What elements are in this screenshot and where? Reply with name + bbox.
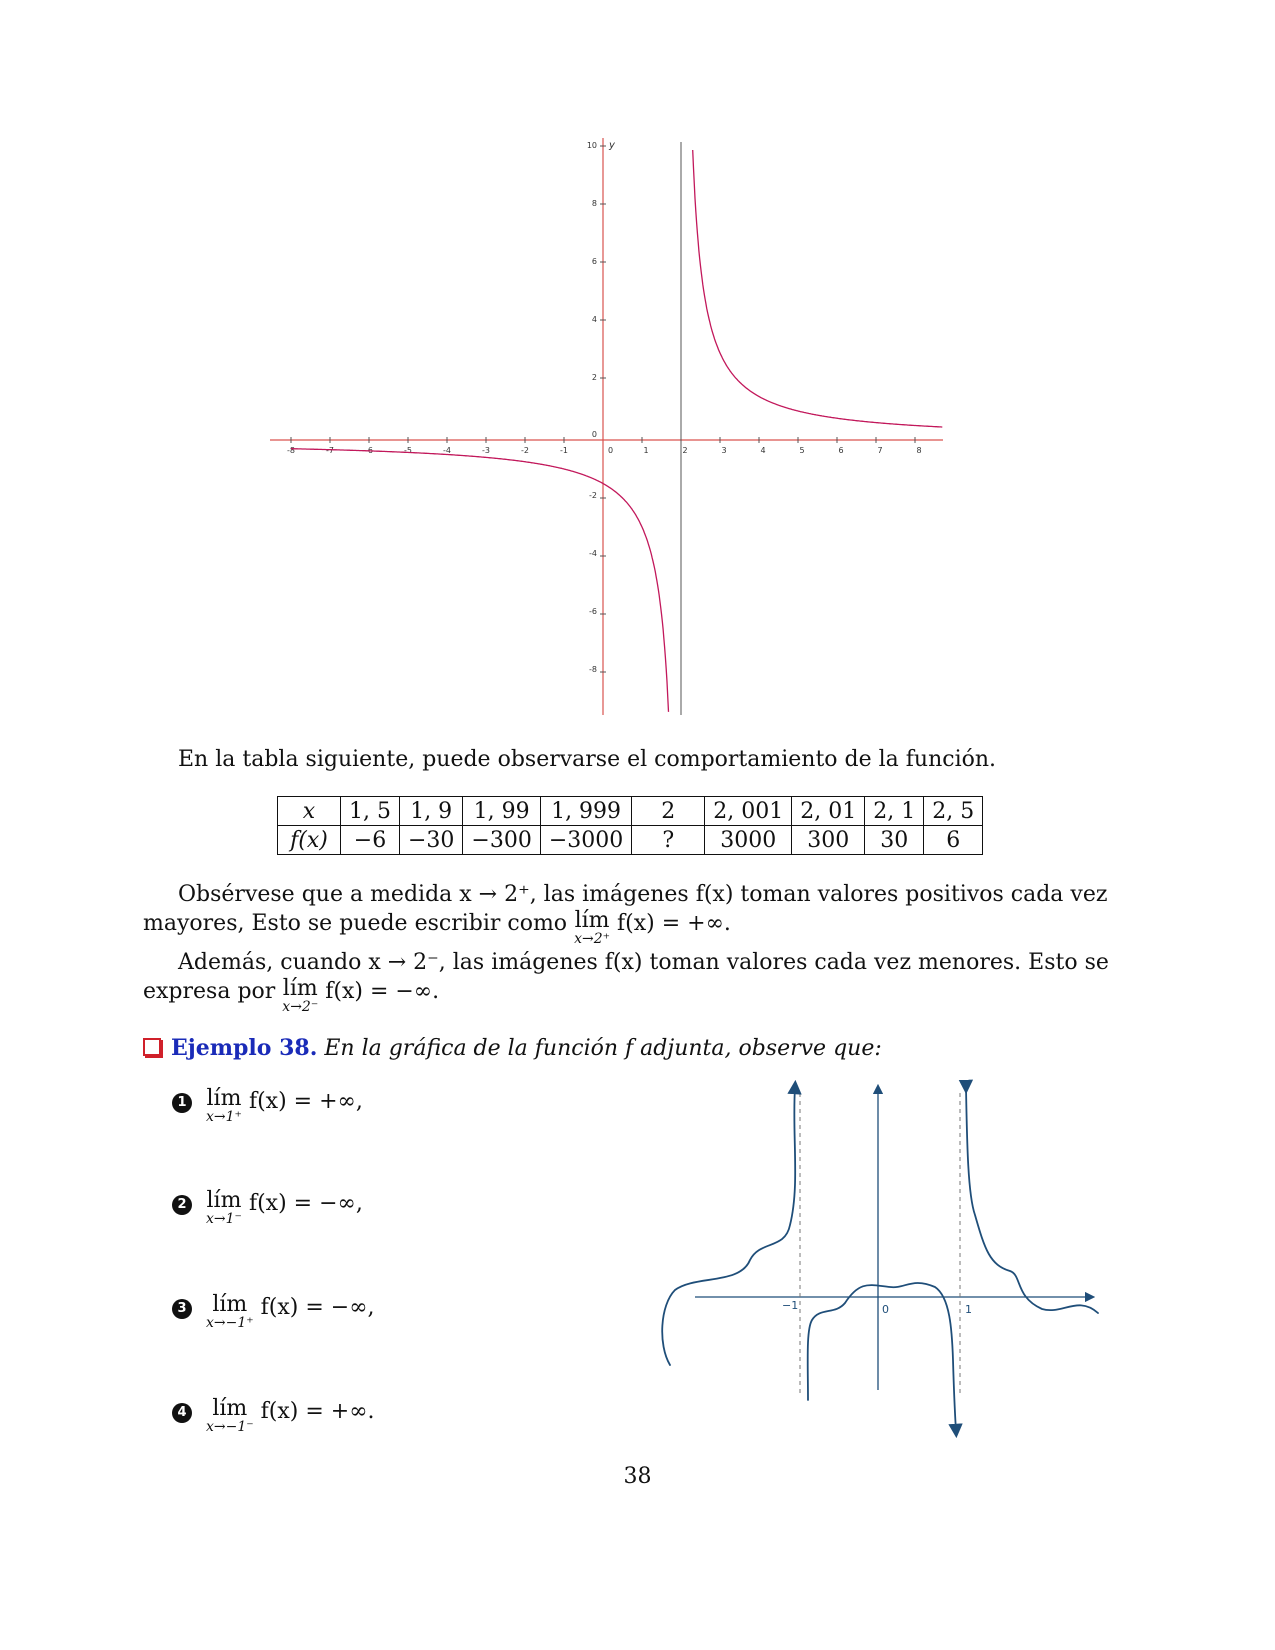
example-square-icon xyxy=(143,1038,161,1056)
paragraph-text: f(x) = −∞. xyxy=(325,979,440,1004)
limit-expression: f(x) = −∞, xyxy=(260,1295,375,1320)
lim-subscript: x→−1⁻ xyxy=(206,1419,254,1435)
x-tick-label: -7 xyxy=(326,446,334,455)
number-badge: 2 xyxy=(172,1195,192,1215)
paragraph-1-line-1: Obsérvese que a medida x → 2⁺, las imágenes f(x) toman valores positivos cada vez xyxy=(178,882,1108,907)
y-axis-label: y xyxy=(609,140,615,151)
values-table xyxy=(277,796,983,855)
limit-item-2 xyxy=(172,1190,363,1226)
limit-expression: f(x) = +∞. xyxy=(260,1399,375,1424)
x-tick-label: 8 xyxy=(916,446,922,455)
limit-operator xyxy=(574,910,610,946)
lim-subscript: x→2⁺ xyxy=(574,931,610,947)
limit-operator xyxy=(282,978,318,1014)
table-cell: 1, 5 xyxy=(341,797,400,826)
x-tick-label: 4 xyxy=(760,446,766,455)
tick-label: 1 xyxy=(965,1303,972,1316)
lim-word: lím xyxy=(212,1292,248,1317)
paragraph-text: f(x) = +∞. xyxy=(617,911,731,936)
limit-operator xyxy=(206,1398,254,1434)
table-cell: 1, 99 xyxy=(463,797,540,826)
curve-left-branch xyxy=(291,449,669,712)
x-tick-label: 7 xyxy=(877,446,883,455)
table-cell: 30 xyxy=(865,826,924,855)
sketch-curve-left xyxy=(662,1087,795,1365)
table-row xyxy=(278,826,983,855)
table-cell: −30 xyxy=(399,826,462,855)
example-heading xyxy=(143,1034,882,1063)
lim-subscript: x→1⁻ xyxy=(206,1211,242,1227)
number-badge: 1 xyxy=(172,1093,192,1113)
table-cell: x xyxy=(278,797,341,826)
limit-operator xyxy=(206,1294,254,1330)
y-tick-label: 2 xyxy=(591,373,597,382)
table-cell: 3000 xyxy=(705,826,792,855)
paragraph-text: mayores, Esto se puede escribir como xyxy=(143,911,568,936)
lim-word: lím xyxy=(212,1396,248,1421)
table-cell: 6 xyxy=(924,826,983,855)
limit-expression: f(x) = −∞, xyxy=(248,1191,363,1216)
x-tick-label: -4 xyxy=(443,446,451,455)
x-tick-label: 0 xyxy=(608,446,614,455)
limit-expression: f(x) = +∞, xyxy=(248,1089,363,1114)
table-cell: f(x) xyxy=(278,826,341,855)
lim-word: lím xyxy=(282,976,318,1001)
table-cell: −300 xyxy=(463,826,540,855)
x-tick-label: -1 xyxy=(560,446,568,455)
x-tick-label: -3 xyxy=(482,446,490,455)
y-tick-label: -4 xyxy=(589,549,597,558)
lim-subscript: x→1⁺ xyxy=(206,1109,242,1125)
table-cell: 2, 1 xyxy=(865,797,924,826)
number-badge: 4 xyxy=(172,1403,192,1423)
lim-word: lím xyxy=(206,1086,242,1111)
table-cell: 2, 01 xyxy=(792,797,865,826)
table-cell: 1, 999 xyxy=(540,797,631,826)
x-tick-label: 6 xyxy=(838,446,844,455)
table-cell: ? xyxy=(632,826,705,855)
x-tick-label: 3 xyxy=(721,446,727,455)
lim-subscript: x→−1⁺ xyxy=(206,1315,254,1331)
intro-paragraph: En la tabla siguiente, puede observarse el comportamiento de la función. xyxy=(178,747,997,772)
x-tick-label: -2 xyxy=(521,446,529,455)
limit-item-1 xyxy=(172,1088,363,1124)
y-tick-label: -8 xyxy=(589,665,597,674)
x-tick-label: -6 xyxy=(365,446,373,455)
example-label: Ejemplo 38. xyxy=(171,1035,318,1061)
limit-operator xyxy=(206,1190,242,1226)
x-tick-label: -8 xyxy=(287,446,295,455)
curve-right-branch xyxy=(693,150,943,427)
table-cell: 2 xyxy=(632,797,705,826)
tick-label: 0 xyxy=(882,1303,889,1316)
sketch-graph xyxy=(650,1075,1105,1440)
example-text: En la gráfica de la función f adjunta, observe que: xyxy=(324,1036,882,1061)
page-number: 38 xyxy=(623,1464,652,1489)
limit-item-3 xyxy=(172,1294,375,1330)
number-badge: 3 xyxy=(172,1299,192,1319)
y-tick-label: 10 xyxy=(586,141,597,150)
lim-word: lím xyxy=(574,908,610,933)
paragraph-2-line-1: Además, cuando x → 2⁻, las imágenes f(x) toman valores cada vez menores. Esto se xyxy=(178,950,1109,975)
sketch-curve-right xyxy=(966,1087,1098,1313)
x-tick-label: 2 xyxy=(682,446,688,455)
table-cell: −6 xyxy=(341,826,400,855)
y-tick-label: -2 xyxy=(589,491,597,500)
y-tick-label: -6 xyxy=(589,607,597,616)
y-tick-label: 4 xyxy=(591,315,597,324)
paragraph-text: expresa por xyxy=(143,979,276,1004)
paragraph-1-line-2 xyxy=(143,910,731,946)
lim-subscript: x→2⁻ xyxy=(282,999,319,1015)
table-row xyxy=(278,797,983,826)
table-cell: 1, 9 xyxy=(399,797,462,826)
limit-item-4 xyxy=(172,1398,375,1434)
x-tick-label: -5 xyxy=(404,446,412,455)
asymptote-graph xyxy=(270,138,945,718)
y-tick-label: 8 xyxy=(591,199,597,208)
y-tick-label: 0 xyxy=(591,430,597,439)
table-cell: 2, 5 xyxy=(924,797,983,826)
x-tick-label: 1 xyxy=(643,446,649,455)
x-tick-label: 5 xyxy=(799,446,805,455)
tick-label: −1 xyxy=(782,1299,799,1312)
table-cell: −3000 xyxy=(540,826,631,855)
paragraph-2-line-2 xyxy=(143,978,439,1014)
table-cell: 2, 001 xyxy=(705,797,792,826)
table-cell: 300 xyxy=(792,826,865,855)
limit-operator xyxy=(206,1088,242,1124)
lim-word: lím xyxy=(206,1188,242,1213)
y-tick-label: 6 xyxy=(591,257,597,266)
